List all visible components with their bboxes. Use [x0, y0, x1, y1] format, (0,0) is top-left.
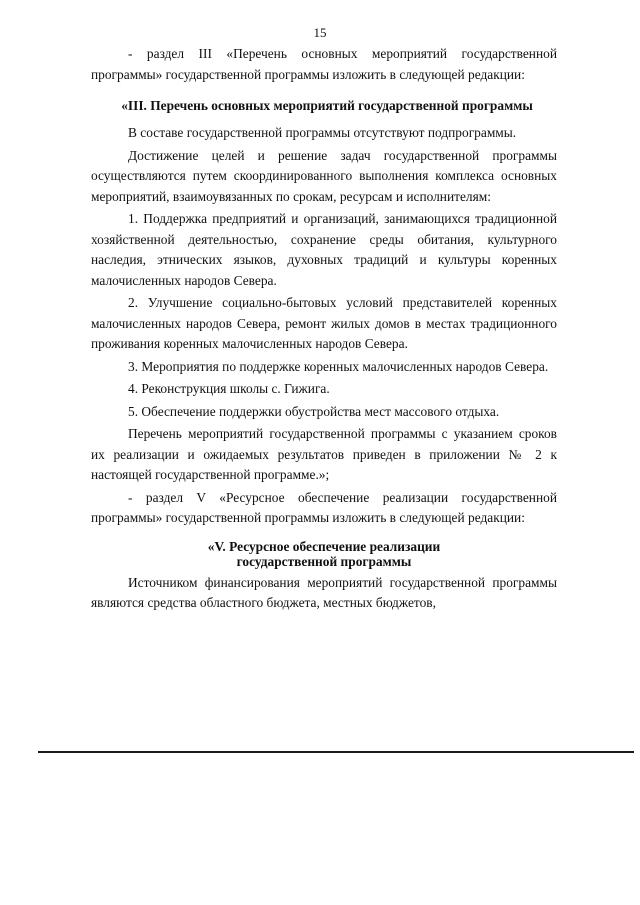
section-3-paragraph: Достижение целей и решение задач государственной программы осуществляются путем скоординированного выполнения комплекса основных мероприятий, взаимоувязанных по срокам, ресурсам и исполнителям:	[91, 147, 557, 204]
section-3-list-item-3: 3. Мероприятия по поддержке коренных малочисленных народов Севера.	[128, 358, 549, 374]
section-5-intro: - раздел V «Ресурсное обеспечение реализации государственной программы» государственной программы изложить в следующей редакции:	[91, 489, 557, 525]
section-3-paragraph: Перечень мероприятий государственной программы с указанием сроков их реализации и ожидаемых результатов приведен в приложении № 2 к настоящей государственной программе.»;	[91, 426, 557, 482]
section-5-paragraph: Источником финансирования мероприятий государственной программы являются средства областного бюджета, местных бюджетов,	[91, 574, 557, 610]
section-5-heading	[91, 539, 557, 569]
section-3-intro: - раздел III «Перечень основных мероприятий государственной программы» государственной программы изложить в следующей редакции:	[91, 46, 557, 82]
section-3-paragraph: В составе государственной программы отсутствуют подпрограммы.	[128, 125, 517, 140]
section-3-list-item-4: 4. Реконструкция школы с. Гижига.	[128, 381, 330, 396]
section-3-list-item-2: 2. Улучшение социально-бытовых условий представителей коренных малочисленных народов Севера, ремонт жилых домов в местах традиционного проживания коренных малочисленных народов Севера.	[91, 295, 557, 351]
footer-divider	[38, 751, 634, 753]
section-3-list-item-5: 5. Обеспечение поддержки обустройства мест массового отдыха.	[128, 403, 500, 419]
section-3-list-item-1: 1. Поддержка предприятий и организаций, занимающихся традиционной хозяйственной деятельностью, сохранение среды обитания, культурного наследия, этнических языков, духовных традиций и культуры коренных малочисленных народов Севера.	[91, 211, 557, 288]
section-5-heading-line-1: «V. Ресурсное обеспечение реализации	[207, 538, 441, 554]
section-3-heading: «III. Перечень основных мероприятий государственной программы	[121, 98, 533, 113]
document-body	[91, 44, 557, 616]
page-number: 15	[313, 25, 327, 40]
section-5-heading-line-2: государственной программы	[236, 553, 412, 569]
